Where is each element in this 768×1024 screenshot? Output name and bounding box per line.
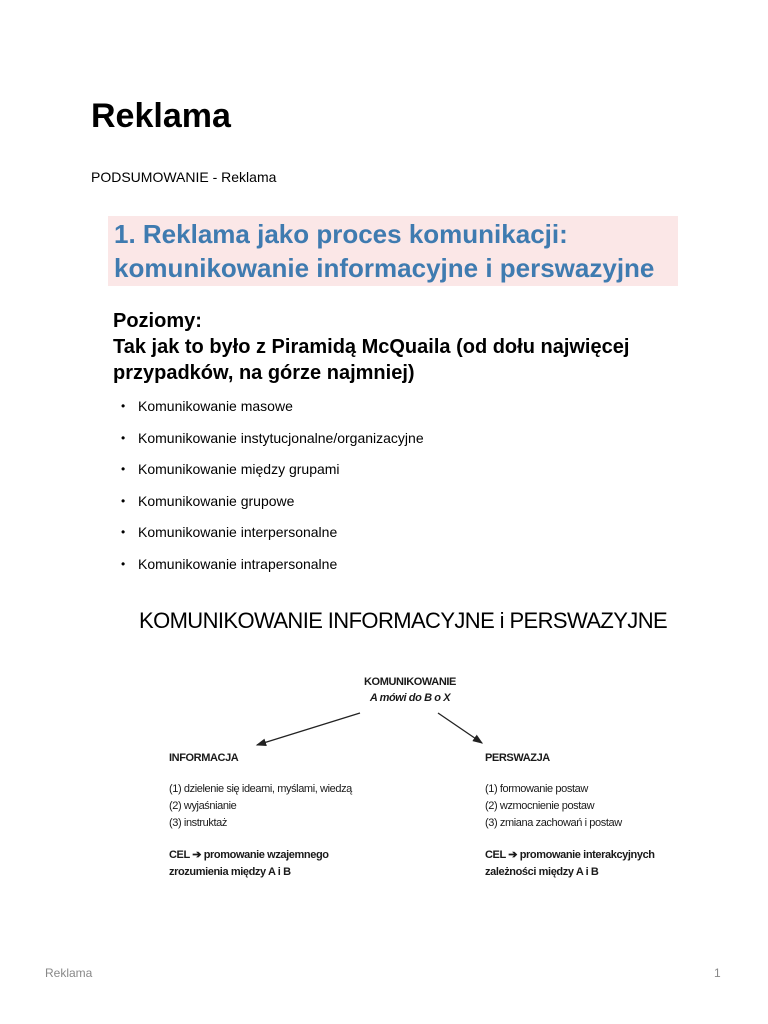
section-heading bbox=[108, 216, 678, 286]
information-heading: INFORMACJA bbox=[169, 752, 239, 764]
persuasion-point: (2) wzmocnienie postaw bbox=[485, 800, 595, 812]
section-heading-line-1: 1. Reklama jako proces komunikacji: bbox=[114, 219, 568, 249]
document-title: Reklama bbox=[91, 97, 231, 135]
list-item bbox=[121, 555, 424, 587]
section-heading-line-2: komunikowanie informacyjne i perswazyjne bbox=[114, 253, 655, 283]
document-subtitle: PODSUMOWANIE - Reklama bbox=[91, 169, 277, 185]
diagram-title: KOMUNIKOWANIE INFORMACYJNE i PERSWAZYJNE bbox=[139, 608, 668, 633]
communication-diagram bbox=[120, 595, 720, 915]
list-item-label: Komunikowanie interpersonalne bbox=[138, 524, 338, 541]
list-item bbox=[121, 492, 424, 524]
list-item-label: Komunikowanie intrapersonalne bbox=[138, 555, 338, 572]
list-item-label: Komunikowanie instytucjonalne/organizacyjne bbox=[138, 429, 424, 446]
arrow-to-information bbox=[257, 713, 360, 745]
information-goal-line-2: zrozumienia między A i B bbox=[169, 866, 291, 878]
levels-list bbox=[121, 397, 424, 587]
bullet-icon: • bbox=[121, 493, 126, 508]
information-point: (3) instruktaż bbox=[169, 817, 227, 829]
list-item-label: Komunikowanie masowe bbox=[138, 398, 293, 414]
bullet-icon: • bbox=[121, 462, 126, 477]
bullet-icon: • bbox=[121, 525, 126, 540]
list-item bbox=[121, 429, 424, 461]
persuasion-point: (3) zmiana zachowań i postaw bbox=[485, 817, 622, 829]
bullet-icon: • bbox=[121, 399, 126, 413]
bullet-icon: • bbox=[121, 430, 126, 445]
levels-intro-line-1: Tak jak to było z Piramidą McQuaila (od dołu najwięcej bbox=[113, 336, 630, 358]
arrow-to-persuasion bbox=[438, 713, 482, 743]
persuasion-goal-line-2: zależności między A i B bbox=[485, 866, 599, 878]
list-item bbox=[121, 523, 424, 555]
persuasion-point: (1) formowanie postaw bbox=[485, 783, 588, 795]
bullet-icon: • bbox=[121, 556, 126, 571]
persuasion-goal-line-1: CEL ➔ promowanie interakcyjnych bbox=[485, 849, 655, 861]
footer-document-name: Reklama bbox=[45, 966, 93, 980]
list-item bbox=[121, 460, 424, 492]
information-point: (2) wyjaśnianie bbox=[169, 800, 237, 812]
list-item-label: Komunikowanie między grupami bbox=[138, 461, 340, 478]
list-item-label: Komunikowanie grupowe bbox=[138, 492, 295, 509]
levels-heading: Poziomy: bbox=[113, 310, 202, 332]
information-goal-line-1: CEL ➔ promowanie wzajemnego bbox=[169, 849, 329, 861]
list-item bbox=[121, 397, 424, 429]
levels-intro-line-2: przypadków, na górze najmniej) bbox=[113, 362, 415, 384]
diagram-root-title: KOMUNIKOWANIE bbox=[364, 676, 456, 688]
information-point: (1) dzielenie się ideami, myślami, wiedzą bbox=[169, 783, 352, 795]
diagram-root-subtitle: A mówi do B o X bbox=[369, 692, 451, 704]
levels-heading-block bbox=[113, 308, 713, 386]
page-number: 1 bbox=[714, 966, 721, 980]
persuasion-heading: PERSWAZJA bbox=[485, 752, 550, 764]
